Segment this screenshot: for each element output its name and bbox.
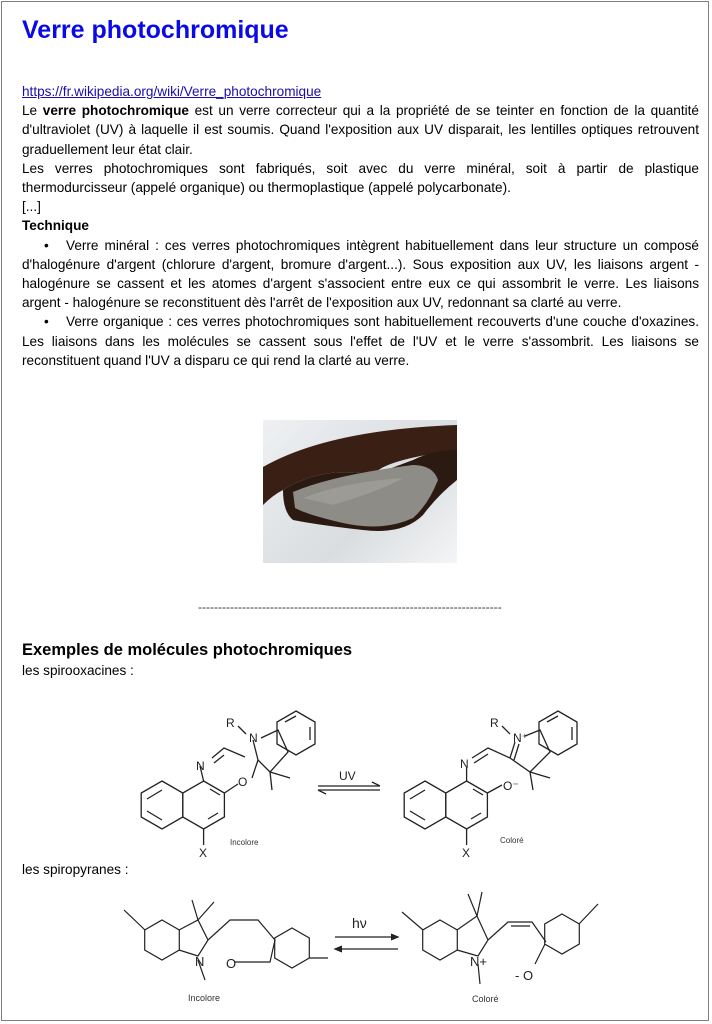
svg-text:N: N [249,731,258,745]
svg-text:N: N [195,954,205,969]
svg-text:X: X [462,846,471,860]
spiropyran-scheme [110,880,610,1010]
intro-paragraph: Le verre photochromique est un verre correcteur qui a la propriété de se teinter en fonction de la quantité d'ultraviolet (UV) à laquelle il est soumis. Quand l'exposition aux UV disparait, les lentilles optiques retrouvent graduellement leur état clair. [22,103,699,157]
svg-text:O: O [226,956,237,971]
spiropyran-open-molecule [402,892,598,1004]
fabrication-paragraph: Les verres photochromiques sont fabriqués, soit avec du verre minéral, soit à partir de plastique thermodurcisseur (appelé organique) ou thermoplastique (appelé polycarbonate). [22,160,699,196]
bullet-icon: • [44,237,49,253]
svg-text:- O: - O [515,968,534,983]
equilibrium-arrows [318,769,380,794]
spiropyran-closed-molecule [124,900,328,1003]
ellipsis: [...] [22,199,41,215]
technique-list [22,236,699,370]
svg-text:Coloré: Coloré [472,994,499,1004]
svg-text:N: N [196,759,205,773]
svg-text:N⁺: N⁺ [513,731,528,745]
colore-label: Coloré [500,836,524,845]
list-item: • Verre minéral : ces verres photochromiques intègrent habituellement dans leur structure un composé d'halogénure d'argent (chlorure d'argent, bromure d'argent...). Sous exposition aux UV, les liaisons argent - halogénure se cassent et les atomes d'argent s'associent entre eux ce qui assombrit le verre. Les liaisons argent - halogénure se reconstituent dès l'arrêt de l'exposition aux UV, redonnant sa clarté au verre. [22,237,699,311]
page-title: Verre photochromique [22,16,289,44]
equilibrium-arrows [335,915,398,952]
spirooxazines-label: les spirooxacines : [22,663,134,678]
source-link[interactable]: https://fr.wikipedia.org/wiki/Verre_photochromique [22,84,322,99]
svg-text:Incolore: Incolore [188,993,221,1003]
spirooxazine-closed-molecule [141,711,315,860]
separator-line: ---------------------------------------------------------------------------- [198,600,502,614]
technique-heading: Technique [22,218,89,234]
svg-text:X: X [199,846,208,860]
incolore-label: Incolore [230,838,259,847]
svg-text:O⁻: O⁻ [503,779,519,793]
svg-text:N+: N+ [470,954,487,969]
hv-label: hν [352,915,367,931]
bullet-icon: • [44,314,49,330]
svg-text:N: N [460,757,469,771]
spirooxazine-open-molecule [404,711,577,860]
examples-heading: Exemples de molécules photochromiques [22,641,353,659]
spiropyrans-label: les spiropyranes : [22,862,129,877]
svg-text:R: R [490,716,499,730]
term-bold: verre photochromique [42,103,189,119]
glasses-photo [263,420,457,563]
spirooxazine-scheme [120,700,600,860]
uv-label: UV [339,769,356,783]
article-body [22,82,699,370]
svg-text:O: O [238,775,248,789]
svg-text:R: R [226,716,235,730]
list-item: • Verre organique : ces verres photochromiques sont habituellement recouverts d'une couche d'oxazines. Les liaisons dans les molécules se cassent sous l'effet de l'UV et le verre s'assombrit. Les liaisons se reconstituent quand l'UV a disparu ce qui rend la clarté au verre. [22,314,699,368]
